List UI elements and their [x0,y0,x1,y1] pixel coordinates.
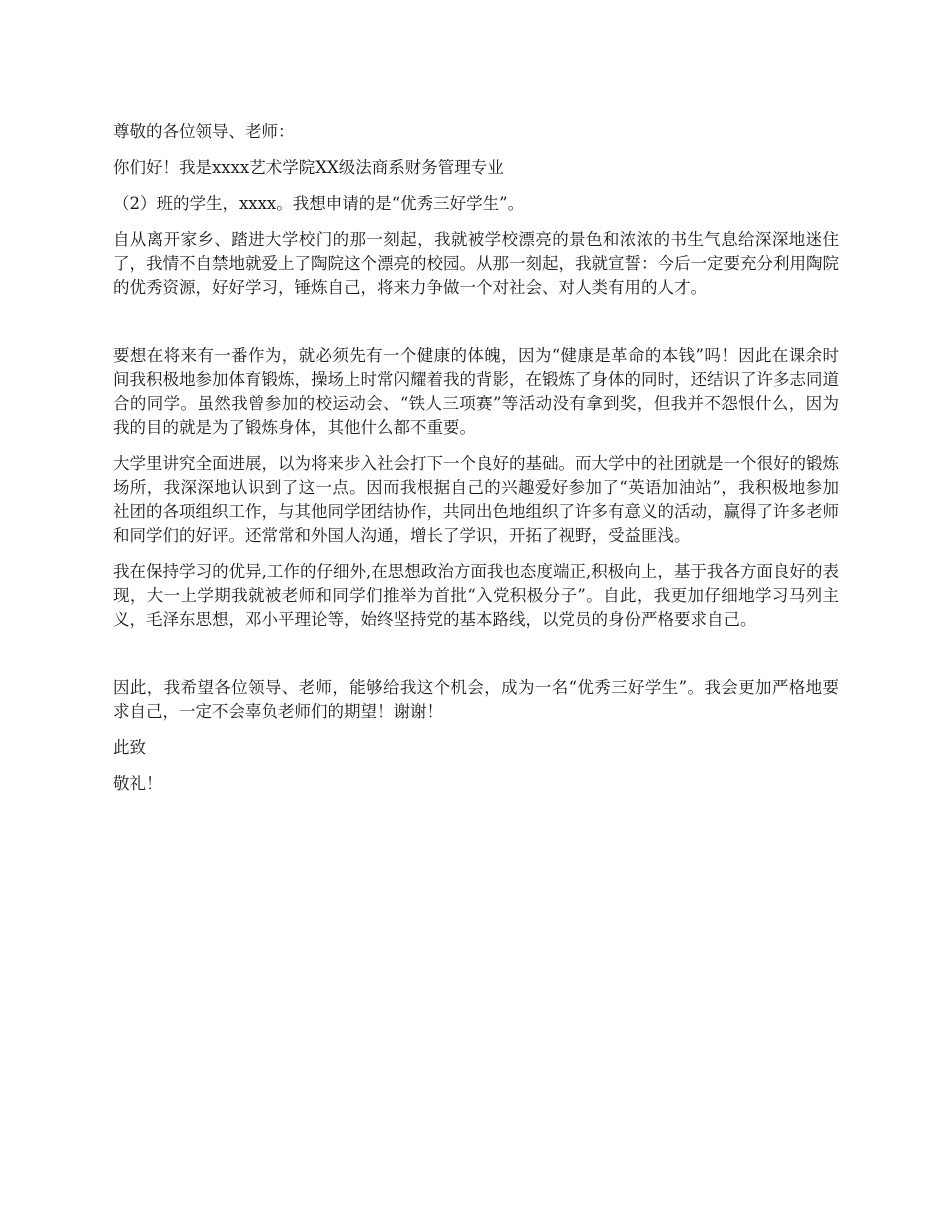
sign-off-line-2: 敬礼！ [113,774,163,793]
paragraph-clubs: 大学里讲究全面进展，以为将来步入社会打下一个良好的基础。而大学中的社团就是一个很好的锻炼场所，我深深地认识到了这一点。因而我根据自己的兴趣爱好参加了“英语加油站”，我积极地参加社团的各项组织工作，与其他同学团结协作，共同出色地组织了许多有意义的活动，赢得了许多老师和同学们的好评。还常常和外国人沟通，增长了学识，开拓了视野，受益匪浅。 [113,454,839,545]
paragraph-politics: 我在保持学习的优异,工作的仔细外,在思想政治方面我也态度端正,积极向上，基于我各方面良好的表现，大一上学期我就被老师和同学们推举为首批“入党积极分子”。自此，我更加仔细地学习马列主义，毛泽东思想，邓小平理论等，始终坚持党的基本路线，以党员的身份严格要求自己。 [113,562,839,629]
intro-line-1: 你们好！我是xxxx艺术学院XX级法商系财务管理专业 [113,158,504,177]
paragraph-campus: 自从离开家乡、踏进大学校门的那一刻起，我就被学校漂亮的景色和浓浓的书生气息给深深地迷住了，我情不自禁地就爱上了陶院这个漂亮的校园。从那一刻起，我就宣誓：今后一定要充分利用陶院的优秀资源，好好学习，锤炼自己，将来力争做一个对社会、对人类有用的人才。 [113,230,839,297]
letter-body [113,120,839,808]
paragraph-spacer [113,644,839,676]
paragraph-closing: 因此，我希望各位领导、老师，能够给我这个机会，成为一名“优秀三好学生”。我会更加严格地要求自己，一定不会辜负老师们的期望！谢谢！ [113,678,839,721]
sign-off-line-1: 此致 [113,738,146,757]
paragraph-sports: 要想在将来有一番作为，就必须先有一个健康的体魄，因为“健康是革命的本钱”吗！因此在课余时间我积极地参加体育锻炼，操场上时常闪耀着我的背影，在锻炼了身体的同时，还结识了许多志同道合的同学。虽然我曾参加的校运动会、“铁人三项赛”等活动没有拿到奖，但我并不怨恨什么，因为我的目的就是为了锻炼身体，其他什么都不重要。 [113,346,839,437]
intro-line-2: （2）班的学生，xxxx。我想申请的是“优秀三好学生”。 [113,194,525,213]
paragraph-spacer [113,312,839,344]
salutation: 尊敬的各位领导、老师： [113,122,295,141]
